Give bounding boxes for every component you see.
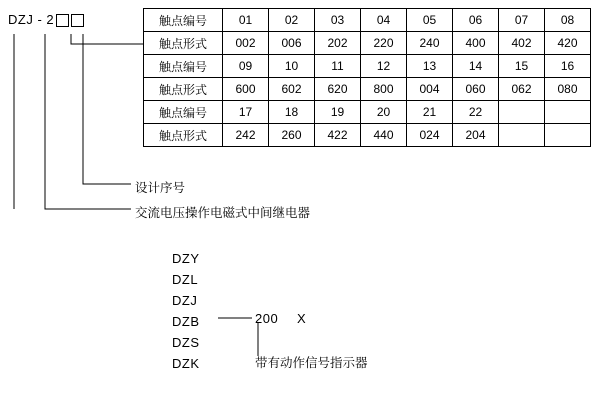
list-item: DZS <box>172 335 200 350</box>
row-header: 触点形式 <box>144 32 223 55</box>
series-suffix-number: 200 <box>255 311 279 326</box>
table-row <box>144 32 591 55</box>
table-cell: 024 <box>407 124 453 147</box>
table-row <box>144 124 591 147</box>
table-cell: 602 <box>269 78 315 101</box>
model-code-number: 2 <box>46 12 55 27</box>
list-item: DZY <box>172 251 200 266</box>
table-cell: 422 <box>315 124 361 147</box>
table-row <box>144 9 591 32</box>
table-cell: 21 <box>407 101 453 124</box>
table-cell: 060 <box>453 78 499 101</box>
table-cell: 05 <box>407 9 453 32</box>
table-cell: 002 <box>223 32 269 55</box>
table-cell: 202 <box>315 32 361 55</box>
model-code-prefix: DZJ <box>8 12 34 27</box>
table-cell: 04 <box>361 9 407 32</box>
list-item: DZJ <box>172 293 198 308</box>
annotation-indicator: 带有动作信号指示器 <box>255 356 368 370</box>
contact-table <box>143 8 591 147</box>
table-cell: 03 <box>315 9 361 32</box>
row-header: 触点编号 <box>144 9 223 32</box>
table-cell: 402 <box>499 32 545 55</box>
table-row <box>144 55 591 78</box>
table-cell: 02 <box>269 9 315 32</box>
table-cell: 600 <box>223 78 269 101</box>
annotation-design-no: 设计序号 <box>135 181 186 195</box>
row-header: 触点编号 <box>144 55 223 78</box>
table-cell: 006 <box>269 32 315 55</box>
table-cell <box>499 101 545 124</box>
table-cell: 11 <box>315 55 361 78</box>
row-header: 触点形式 <box>144 124 223 147</box>
table-cell: 07 <box>499 9 545 32</box>
list-item: DZB <box>172 314 200 329</box>
table-cell: 440 <box>361 124 407 147</box>
table-cell: 220 <box>361 32 407 55</box>
table-cell: 17 <box>223 101 269 124</box>
table-cell: 620 <box>315 78 361 101</box>
table-cell: 14 <box>453 55 499 78</box>
table-cell: 062 <box>499 78 545 101</box>
table-row <box>144 78 591 101</box>
table-row <box>144 101 591 124</box>
table-cell: 800 <box>361 78 407 101</box>
contact-table-body <box>144 9 591 147</box>
row-header: 触点编号 <box>144 101 223 124</box>
table-cell <box>499 124 545 147</box>
contact-table-wrap <box>143 8 591 147</box>
table-cell: 240 <box>407 32 453 55</box>
model-code-separator: - <box>33 12 47 27</box>
table-cell: 260 <box>269 124 315 147</box>
table-cell: 19 <box>315 101 361 124</box>
series-suffix-letter: X <box>297 311 306 326</box>
list-item: DZL <box>172 272 199 287</box>
table-cell: 08 <box>545 9 591 32</box>
row-header: 触点形式 <box>144 78 223 101</box>
table-cell: 20 <box>361 101 407 124</box>
table-cell: 12 <box>361 55 407 78</box>
annotation-relay-type: 交流电压操作电磁式中间继电器 <box>135 206 311 220</box>
model-code-label <box>8 12 84 27</box>
table-cell: 06 <box>453 9 499 32</box>
table-cell: 10 <box>269 55 315 78</box>
table-cell: 204 <box>453 124 499 147</box>
list-item: DZK <box>172 356 200 371</box>
table-cell: 15 <box>499 55 545 78</box>
table-cell <box>545 124 591 147</box>
table-cell: 22 <box>453 101 499 124</box>
table-cell: 242 <box>223 124 269 147</box>
table-cell: 004 <box>407 78 453 101</box>
series-list <box>172 248 200 374</box>
table-cell: 16 <box>545 55 591 78</box>
table-cell: 400 <box>453 32 499 55</box>
model-code-box-2 <box>71 14 84 27</box>
table-cell: 09 <box>223 55 269 78</box>
table-cell: 18 <box>269 101 315 124</box>
table-cell: 01 <box>223 9 269 32</box>
table-cell: 080 <box>545 78 591 101</box>
table-cell: 13 <box>407 55 453 78</box>
table-cell: 420 <box>545 32 591 55</box>
table-cell <box>545 101 591 124</box>
model-code-box-1 <box>56 14 69 27</box>
